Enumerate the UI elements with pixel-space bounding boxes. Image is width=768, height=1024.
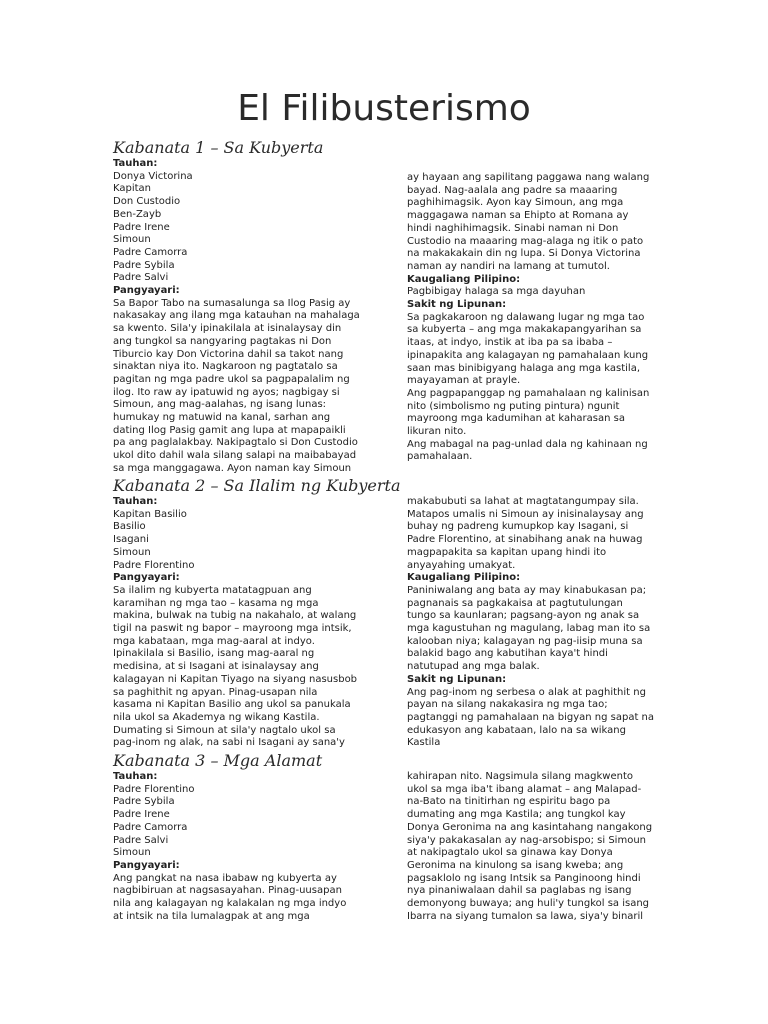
text-line: saan mas binibigyang halaga ang mga kastila, (407, 362, 641, 374)
text-line: Padre Florentino (113, 559, 195, 571)
text-line: sa paghithit ng apyan. Pinag-usapan nila (113, 686, 318, 698)
text-line: nila ukol sa Akademya ng wikang Kastila. (113, 711, 320, 723)
text-line: Kapitan (113, 183, 152, 195)
text-line: ukol dito dahil wala silang salapi na maibabayad (113, 450, 357, 462)
text-line: Padre Sybila (113, 796, 175, 808)
text-line: mayayaman at prayle. (407, 375, 521, 387)
text-line: at intsik na tila lumalagpak at ang mga (113, 910, 310, 922)
text-line: na makakakain din ng lupa. Si Donya Victorina (407, 248, 641, 260)
text-line: Ibarra na siyang tumalon sa lawa, siya'y binaril (407, 910, 644, 922)
chapter-2-left-column (113, 496, 368, 750)
text-line: Ipinakilala si Basilio, isang mag-aaral ng (113, 648, 315, 660)
text-line: Padre Camorra (113, 246, 188, 258)
text-line: Padre Camorra (113, 821, 188, 833)
text-line: pagitan ng mga padre ukol sa pagpapalalim ng (113, 373, 350, 385)
text-line: pagsaklolo ng isang Intsik sa Panginoong hindi (407, 872, 641, 884)
text-line: Padre Irene (113, 221, 170, 233)
chapter-1-left-column (113, 158, 368, 476)
text-line: Sa pagkakaroon ng dalawang lugar ng mga tao (407, 311, 645, 323)
chapter-3-left-column (113, 771, 368, 923)
text-line: paghihimagsik. Ayon kay Simoun, ang mga (407, 197, 624, 209)
section-label: Kaugaliang Pilipino: (407, 572, 521, 584)
text-line: Ben-Zayb (113, 208, 162, 220)
text-line: Pagbibigay halaga sa mga dayuhan (407, 286, 586, 298)
chapter-1-heading: Kabanata 1 – Sa Kubyerta (113, 138, 324, 157)
text-line: pagtanggi ng pamahalaan na bigyan ng sapat na (407, 711, 655, 723)
section-label: Tauhan: (113, 496, 158, 507)
text-line: edukasyon ang kabataan, lalo na sa wikang (407, 724, 626, 736)
text-line: Ang pangkat na nasa ibabaw ng kubyerta ay (113, 872, 337, 884)
text-line: makina, bulwak na tubig na nakahalo, at walang (113, 610, 357, 622)
text-line: Padre Salvi (113, 834, 169, 846)
section-label: Tauhan: (113, 158, 158, 169)
text-line: makabubuti sa lahat at magtatangumpay sila. (407, 496, 639, 507)
chapter-2-right-column (407, 496, 662, 750)
text-line: Ang mabagal na pag-unlad dala ng kahinaan ng (407, 438, 648, 450)
text-line: Padre Irene (113, 809, 170, 821)
text-line: tigil na paswit ng bapor – mayroong mga intsik, (113, 623, 352, 635)
text-line: mga kagustuhan ng magulang, labag man ito sa (407, 623, 651, 635)
text-line: Simoun, ang mag-aalahas, ng isang lunas: (113, 399, 327, 411)
text-line: siya'y pakakasalan ay nag-arsobispo; si Simoun (407, 834, 646, 846)
text-line: natutupad ang mga balak. (407, 661, 540, 673)
text-line: Kastila (407, 737, 441, 749)
text-line: ipinapakita ang kalagayan ng pamahalaan kung (407, 349, 649, 361)
chapter-1-right-column (407, 172, 662, 464)
text-line: pamahalaan. (407, 451, 473, 463)
text-line: Sa Bapor Tabo na sumasalunga sa Ilog Pasig ay (113, 297, 351, 309)
text-line: Geronima na kinulong sa isang kweba; ang (407, 859, 624, 871)
text-line: Donya Geronima na ang kasintahang nangakong (407, 821, 653, 833)
text-line: likuran nito. (407, 426, 467, 438)
text-line: Dumating si Simoun at sila'y nagtalo ukol sa (113, 724, 336, 736)
text-line: nagbibiruan at nagsasayahan. Pinag-uusapan (113, 885, 342, 897)
chapter-3-right-column (407, 771, 662, 923)
text-line: balakid bago ang kabutihan kaya't hindi (407, 648, 608, 660)
text-line: bayad. Nag-aalala ang padre sa maaaring (407, 184, 618, 196)
text-line: buhay ng padreng kumupkop kay Isagani, si (407, 521, 629, 533)
text-line: Paniniwalang ang bata ay may kinabukasan pa; (407, 584, 647, 596)
text-line: Simoun (113, 546, 151, 558)
text-line: ang tungkol sa nangyaring pagtakas ni Don (113, 335, 332, 347)
text-line: mayroong mga kadumihan at kaharasan sa (407, 413, 625, 425)
text-line: sa kubyerta – ang mga makakapangyarihan sa (407, 324, 642, 336)
text-line: ilog. Ito raw ay ipatuwid ng ayos; nagbigay si (113, 386, 340, 398)
section-label: Kaugaliang Pilipino: (407, 273, 521, 285)
text-line: medisina, at si Isagani at isinalaysay ang (113, 661, 319, 673)
chapter-2-heading: Kabanata 2 – Sa Ilalim ng Kubyerta (113, 476, 401, 495)
text-line: Kapitan Basilio (113, 508, 187, 520)
text-line: Simoun (113, 234, 151, 246)
text-line: kasama ni Kapitan Basilio ang ukol sa panukala (113, 699, 351, 711)
text-line: Padre Salvi (113, 272, 169, 284)
text-line: kahirapan nito. Nagsimula silang magkwento (407, 771, 634, 782)
text-line: kalagayan ni Kapitan Tiyago na siyang nasusbob (113, 673, 358, 685)
text-line: Padre Florentino, at sinabihang anak na huwag (407, 534, 643, 546)
text-line: na-Bato na tinitirhan ng espiritu bago pa (407, 796, 611, 808)
text-line: sa mga manggagawa. Ayon naman kay Simoun (113, 462, 352, 474)
chapter-3-heading: Kabanata 3 – Mga Alamat (113, 751, 323, 770)
text-line: ukol sa mga iba't ibang alamat – ang Malapad- (407, 783, 642, 795)
text-line: Matapos umalis ni Simoun ay inisinalaysay ang (407, 508, 644, 520)
text-line: demonyong buwaya; ang huli'y tungkol sa isang (407, 898, 650, 910)
text-line: mga kabataan, mga mag-aaral at indyo. (113, 635, 315, 647)
text-line: itaas, at indyo, instik at iba pa sa ibaba – (407, 337, 613, 349)
text-line: tungo sa kaunlaran; pagsang-ayon ng anak sa (407, 610, 640, 622)
page-title: El Filibusterismo (237, 88, 531, 129)
text-line: Tiburcio kay Don Victorina dahil sa takot nang (113, 348, 344, 360)
text-line: pagnanais sa pagkakaisa at pagtutulungan (407, 597, 623, 609)
text-line: anyayahing umakyat. (407, 559, 516, 571)
text-line: kalooban niya; kalagayan ng pag-iisip muna sa (407, 635, 643, 647)
text-line: nila ang kalagayan ng kalakalan ng mga indyo (113, 898, 347, 910)
text-line: hindi naghihimagsik. Sinabi naman ni Don (407, 222, 619, 234)
section-label: Sakit ng Lipunan: (407, 673, 507, 685)
text-line: Custodio na maaaring mag-alaga ng itik o pato (407, 235, 644, 247)
section-label: Pangyayari: (113, 859, 180, 871)
text-line: Don Custodio (113, 196, 181, 208)
section-label: Tauhan: (113, 771, 158, 782)
text-line: dumating ang mga Kastila; ang tungkol kay (407, 809, 626, 821)
text-line: humukay ng matuwid na kanal, sarhan ang (113, 412, 331, 424)
text-line: Basilio (113, 521, 146, 533)
text-line: naman ay nandiri na lamang at tumutol. (407, 260, 610, 272)
text-line: Isagani (113, 534, 149, 546)
text-line: Padre Florentino (113, 783, 195, 795)
text-line: at nakipagtalo ukol sa ginawa kay Donya (407, 847, 613, 859)
text-line: Simoun (113, 847, 151, 859)
text-line: Ang pag-inom ng serbesa o alak at paghithit ng (407, 686, 646, 698)
text-line: nya pinaniwalaan dahil sa paglabas ng isang (407, 885, 632, 897)
text-line: pag-inom ng alak, na sabi ni Isagani ay sana'y (113, 737, 345, 749)
section-label: Pangyayari: (113, 285, 180, 297)
text-line: payan na silang nakakasira ng mga tao; (407, 699, 608, 711)
text-line: pa ang paglalakbay. Nakipagtalo si Don Custodio (113, 437, 358, 449)
text-line: magpapakita sa kapitan upang hindi ito (407, 546, 607, 558)
text-line: nakasakay ang ilang mga katauhan na mahalaga (113, 310, 360, 322)
text-line: nito (simbolismo ng puting pintura) ngunit (407, 400, 620, 412)
text-line: Ang pagpapanggap ng pamahalaan ng kalinisan (407, 387, 650, 399)
text-line: Padre Sybila (113, 259, 175, 271)
text-line: maggagawa naman sa Ehipto at Romana ay (407, 210, 629, 222)
text-line: Sa ilalim ng kubyerta matatagpuan ang (113, 584, 312, 596)
section-label: Sakit ng Lipunan: (407, 299, 507, 311)
text-line: sa kwento. Sila'y ipinakilala at isinalaysay din (113, 323, 342, 335)
text-line: ay hayaan ang sapilitang paggawa nang walang (407, 172, 650, 183)
text-line: karamihan ng mga tao – kasama ng mga (113, 597, 319, 609)
text-line: Donya Victorina (113, 170, 193, 182)
section-label: Pangyayari: (113, 572, 180, 584)
text-line: dating Ilog Pasig gamit ang lupa at mapapaikli (113, 424, 346, 436)
text-line: sinaktan niya ito. Nagkaroon ng pagtatalo sa (113, 361, 338, 373)
